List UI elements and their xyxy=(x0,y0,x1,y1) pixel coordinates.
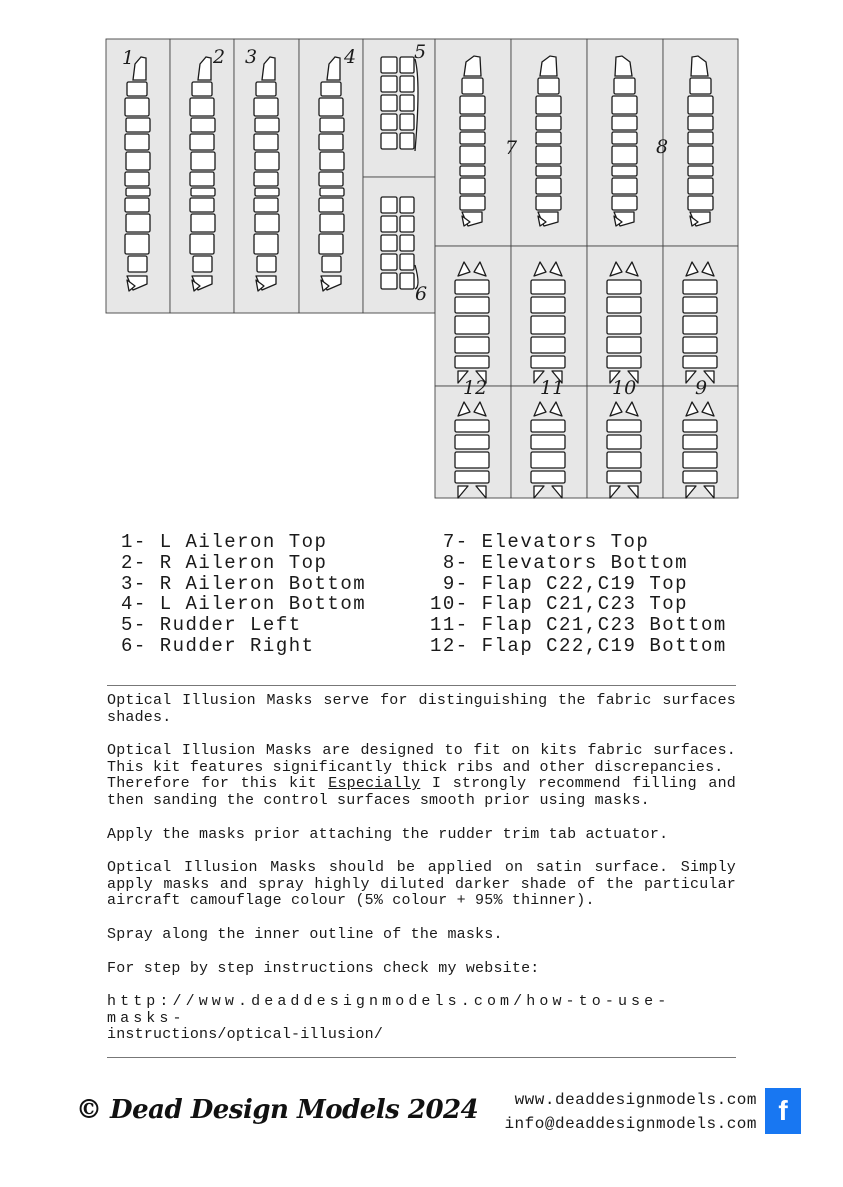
aileron-segment-mask xyxy=(255,188,279,196)
aileron-segment-mask xyxy=(254,134,278,150)
instruction-text: Therefore for this kit xyxy=(107,775,329,793)
flap-segment-mask xyxy=(607,420,641,432)
flap-segment-mask xyxy=(455,435,489,449)
legend-item-9: 9- Flap C22,C19 Top xyxy=(430,572,689,595)
aileron-segment-mask xyxy=(190,198,214,212)
instruction-paragraph-3 xyxy=(107,776,736,809)
aileron-segment-mask xyxy=(127,82,147,96)
elevator-segment-mask xyxy=(460,96,485,114)
aileron-segment-mask xyxy=(254,198,278,212)
legend-item-11: 11- Flap C21,C23 Bottom xyxy=(430,614,727,637)
flap-segment-mask xyxy=(607,280,641,294)
aileron-segment-mask xyxy=(190,134,214,150)
aileron-segment-mask xyxy=(320,214,344,232)
email-link[interactable]: info@deaddesignmodels.com xyxy=(504,1115,757,1133)
legend-item-12: 12- Flap C22,C19 Bottom xyxy=(430,634,727,657)
panel-number-3: 3 xyxy=(245,46,258,68)
legend-item-1: 1- L Aileron Top xyxy=(121,531,328,553)
elevator-segment-mask xyxy=(688,132,713,144)
elevator-segment-mask xyxy=(460,132,485,144)
flap-segment-mask xyxy=(607,316,641,334)
aileron-segment-mask xyxy=(256,82,276,96)
rudder-cell-mask xyxy=(400,133,414,149)
legend-item-8: 8- Elevators Bottom xyxy=(430,551,689,574)
panel-number-4: 4 xyxy=(344,46,357,68)
rudder-cell-mask xyxy=(381,95,397,111)
elevator-segment-mask xyxy=(460,166,485,176)
flap-segment-mask xyxy=(455,356,489,368)
panel-number-12: 12 xyxy=(463,377,488,399)
rudder-cell-mask xyxy=(381,197,397,213)
elevator-segment-mask xyxy=(536,196,561,210)
aileron-segment-mask xyxy=(125,172,149,186)
brand-signature: © Dead Design Models 2024 xyxy=(76,1095,479,1125)
flap-segment-mask xyxy=(531,471,565,483)
panel-number-2: 2 xyxy=(213,46,226,68)
rudder-cell-mask xyxy=(381,133,397,149)
flap-segment-mask xyxy=(531,452,565,468)
elevator-mask-group xyxy=(460,56,485,226)
elevator-segment-mask xyxy=(690,78,711,94)
aileron-mask-group xyxy=(125,57,150,291)
aileron-segment-mask xyxy=(255,152,279,170)
flap-segment-mask xyxy=(607,337,641,353)
instruction-paragraph-7: For step by step instructions check my website: xyxy=(107,959,540,977)
flap-segment-mask xyxy=(455,280,489,294)
flap-mask-group xyxy=(607,262,641,383)
elevator-mask-group xyxy=(536,56,561,226)
elevator-segment-mask xyxy=(688,178,713,194)
aileron-segment-mask xyxy=(320,188,344,196)
aileron-segment-mask xyxy=(319,198,343,212)
aileron-segment-mask xyxy=(126,188,150,196)
divider-bottom xyxy=(107,1057,736,1058)
legend-item-4: 4- L Aileron Bottom xyxy=(121,593,367,616)
legend-item-7: 7- Elevators Top xyxy=(430,531,650,553)
flap-segment-mask xyxy=(683,280,717,294)
panel-number-6: 6 xyxy=(415,283,428,305)
url-line-2[interactable]: instructions/optical-illusion/ xyxy=(107,1026,384,1044)
rudder-cell-mask xyxy=(381,216,397,232)
elevator-segment-mask xyxy=(536,116,561,130)
aileron-segment-mask xyxy=(193,256,212,272)
aileron-mask-group xyxy=(190,57,215,291)
panel-number-11: 11 xyxy=(540,377,565,399)
elevator-segment-mask xyxy=(536,96,561,114)
flap-segment-mask xyxy=(607,435,641,449)
aileron-segment-mask xyxy=(254,172,278,186)
aileron-segment-mask xyxy=(319,134,343,150)
elevator-segment-mask xyxy=(460,178,485,194)
panel-number-8: 8 xyxy=(656,136,669,158)
flap-segment-mask xyxy=(455,420,489,432)
flap-segment-mask xyxy=(531,356,565,368)
instruction-paragraph-4: Apply the masks prior attaching the rudder trim tab actuator. xyxy=(107,825,669,843)
aileron-segment-mask xyxy=(254,234,278,254)
elevator-mask-group xyxy=(612,56,637,226)
aileron-segment-mask xyxy=(319,98,343,116)
rudder-mask-group xyxy=(381,57,418,151)
elevator-segment-mask xyxy=(612,96,637,114)
website-link[interactable]: www.deaddesignmodels.com xyxy=(514,1091,757,1109)
facebook-icon[interactable]: f xyxy=(765,1088,801,1134)
aileron-segment-mask xyxy=(190,234,214,254)
legend-item-3: 3- R Aileron Bottom xyxy=(121,572,367,595)
aileron-segment-mask xyxy=(320,118,344,132)
instruction-paragraph-6: Spray along the inner outline of the masks. xyxy=(107,925,503,943)
aileron-segment-mask xyxy=(254,98,278,116)
instruction-paragraph-5: Optical Illusion Masks should be applied on satin surface. Simply apply masks and spray highly diluted darker shade of the particular aircraft camouflage colour (5% colour + 95% thinner). xyxy=(107,859,736,910)
legend-left-column xyxy=(121,532,366,657)
rudder-cell-mask xyxy=(381,273,397,289)
rudder-cell-mask xyxy=(400,197,414,213)
flap-segment-mask xyxy=(683,356,717,368)
elevator-segment-mask xyxy=(460,146,485,164)
rudder-cell-mask xyxy=(400,57,414,73)
rudder-cell-mask xyxy=(381,235,397,251)
flap-segment-mask xyxy=(455,297,489,313)
aileron-segment-mask xyxy=(191,152,215,170)
aileron-segment-mask xyxy=(192,82,212,96)
flap-segment-mask xyxy=(531,337,565,353)
aileron-segment-mask xyxy=(125,134,149,150)
aileron-segment-mask xyxy=(321,82,341,96)
aileron-segment-mask xyxy=(128,256,147,272)
rudder-cell-mask xyxy=(381,76,397,92)
flap-segment-mask xyxy=(455,452,489,468)
aileron-segment-mask xyxy=(126,118,150,132)
legend-item-2: 2- R Aileron Top xyxy=(121,551,328,574)
contact-block xyxy=(504,1088,757,1136)
elevator-segment-mask xyxy=(612,196,637,210)
aileron-segment-mask xyxy=(125,198,149,212)
flap-mask-group xyxy=(531,262,565,383)
aileron-segment-mask xyxy=(191,214,215,232)
panel-number-9: 9 xyxy=(695,377,708,399)
aileron-segment-mask xyxy=(319,172,343,186)
rudder-cell-mask xyxy=(381,114,397,130)
elevator-segment-mask xyxy=(612,166,637,176)
instructions-url[interactable] xyxy=(107,994,736,1044)
flap-segment-mask xyxy=(531,297,565,313)
rudder-cell-mask xyxy=(381,57,397,73)
elevator-segment-mask xyxy=(612,178,637,194)
flap-segment-mask xyxy=(455,471,489,483)
rudder-cell-mask xyxy=(400,95,414,111)
flap-segment-mask xyxy=(531,316,565,334)
legend-item-5: 5- Rudder Left xyxy=(121,614,302,637)
legend-right-column xyxy=(430,532,727,657)
instruction-paragraph-2: Optical Illusion Masks are designed to fit on kits fabric surfaces. This kit features significantly thick ribs and other discrepancies. xyxy=(107,742,736,776)
elevator-segment-mask xyxy=(460,116,485,130)
elevator-segment-mask xyxy=(612,146,637,164)
aileron-segment-mask xyxy=(257,256,276,272)
aileron-segment-mask xyxy=(125,234,149,254)
aileron-segment-mask xyxy=(322,256,341,272)
flap-segment-mask xyxy=(455,316,489,334)
elevator-segment-mask xyxy=(538,78,559,94)
rudder-mask-group xyxy=(381,197,418,289)
elevator-segment-mask xyxy=(536,146,561,164)
rudder-cell-mask xyxy=(400,254,414,270)
aileron-segment-mask xyxy=(320,152,344,170)
aileron-segment-mask xyxy=(126,152,150,170)
elevator-mask-group xyxy=(688,56,713,226)
flap-segment-mask xyxy=(683,452,717,468)
flap-segment-mask xyxy=(607,297,641,313)
aileron-segment-mask xyxy=(125,98,149,116)
flap-segment-mask xyxy=(607,452,641,468)
flap-segment-mask xyxy=(683,435,717,449)
mask-sheet-drawing xyxy=(0,0,843,520)
aileron-segment-mask xyxy=(191,188,215,196)
aileron-segment-mask xyxy=(319,234,343,254)
instruction-paragraph-1: Optical Illusion Masks serve for distinguishing the fabric surfaces shades. xyxy=(107,692,736,726)
instructions xyxy=(107,693,736,1044)
elevator-segment-mask xyxy=(536,166,561,176)
rudder-cell-mask xyxy=(400,216,414,232)
rudder-cell-mask xyxy=(400,76,414,92)
flap-mask-group xyxy=(455,262,489,383)
flap-segment-mask xyxy=(531,420,565,432)
aileron-segment-mask xyxy=(190,172,214,186)
elevator-segment-mask xyxy=(460,196,485,210)
panel-number-10: 10 xyxy=(612,377,637,399)
flap-segment-mask xyxy=(455,337,489,353)
legend-item-6: 6- Rudder Right xyxy=(121,634,315,657)
aileron-segment-mask xyxy=(191,118,215,132)
flap-segment-mask xyxy=(683,471,717,483)
url-line-1[interactable]: http://www.deaddesignmodels.com/how-to-use-masks- xyxy=(107,993,671,1027)
elevator-segment-mask xyxy=(536,132,561,144)
elevator-segment-mask xyxy=(612,116,637,130)
elevator-segment-mask xyxy=(462,78,483,94)
flap-mask-group xyxy=(683,262,717,383)
aileron-segment-mask xyxy=(255,118,279,132)
flap-segment-mask xyxy=(607,356,641,368)
flap-segment-mask xyxy=(683,316,717,334)
elevator-segment-mask xyxy=(688,196,713,210)
aileron-segment-mask xyxy=(126,214,150,232)
instruction-text: I strongly recommend filling and then sanding the control surfaces smooth prior using masks. xyxy=(107,775,736,809)
panel-number-1: 1 xyxy=(122,47,135,69)
elevator-segment-mask xyxy=(688,166,713,176)
flap-segment-mask xyxy=(607,471,641,483)
legend-item-10: 10- Flap C21,C23 Top xyxy=(430,593,689,616)
aileron-segment-mask xyxy=(255,214,279,232)
panel-number-7: 7 xyxy=(505,137,518,159)
elevator-segment-mask xyxy=(688,96,713,114)
elevator-segment-mask xyxy=(688,146,713,164)
rudder-cell-mask xyxy=(400,235,414,251)
flap-segment-mask xyxy=(531,435,565,449)
flap-segment-mask xyxy=(683,420,717,432)
mask-sheet xyxy=(0,0,843,520)
elevator-segment-mask xyxy=(536,178,561,194)
flap-segment-mask xyxy=(531,280,565,294)
divider-top xyxy=(107,685,736,686)
panel-number-5: 5 xyxy=(414,41,427,63)
aileron-mask-group xyxy=(319,57,344,291)
elevator-segment-mask xyxy=(688,116,713,130)
rudder-cell-mask xyxy=(400,273,414,289)
rudder-cell-mask xyxy=(381,254,397,270)
flap-segment-mask xyxy=(683,337,717,353)
rudder-cell-mask xyxy=(400,114,414,130)
elevator-segment-mask xyxy=(612,132,637,144)
aileron-segment-mask xyxy=(190,98,214,116)
flap-segment-mask xyxy=(683,297,717,313)
emphasis-especially: Especially xyxy=(328,775,421,793)
aileron-mask-group xyxy=(254,57,279,291)
elevator-segment-mask xyxy=(614,78,635,94)
